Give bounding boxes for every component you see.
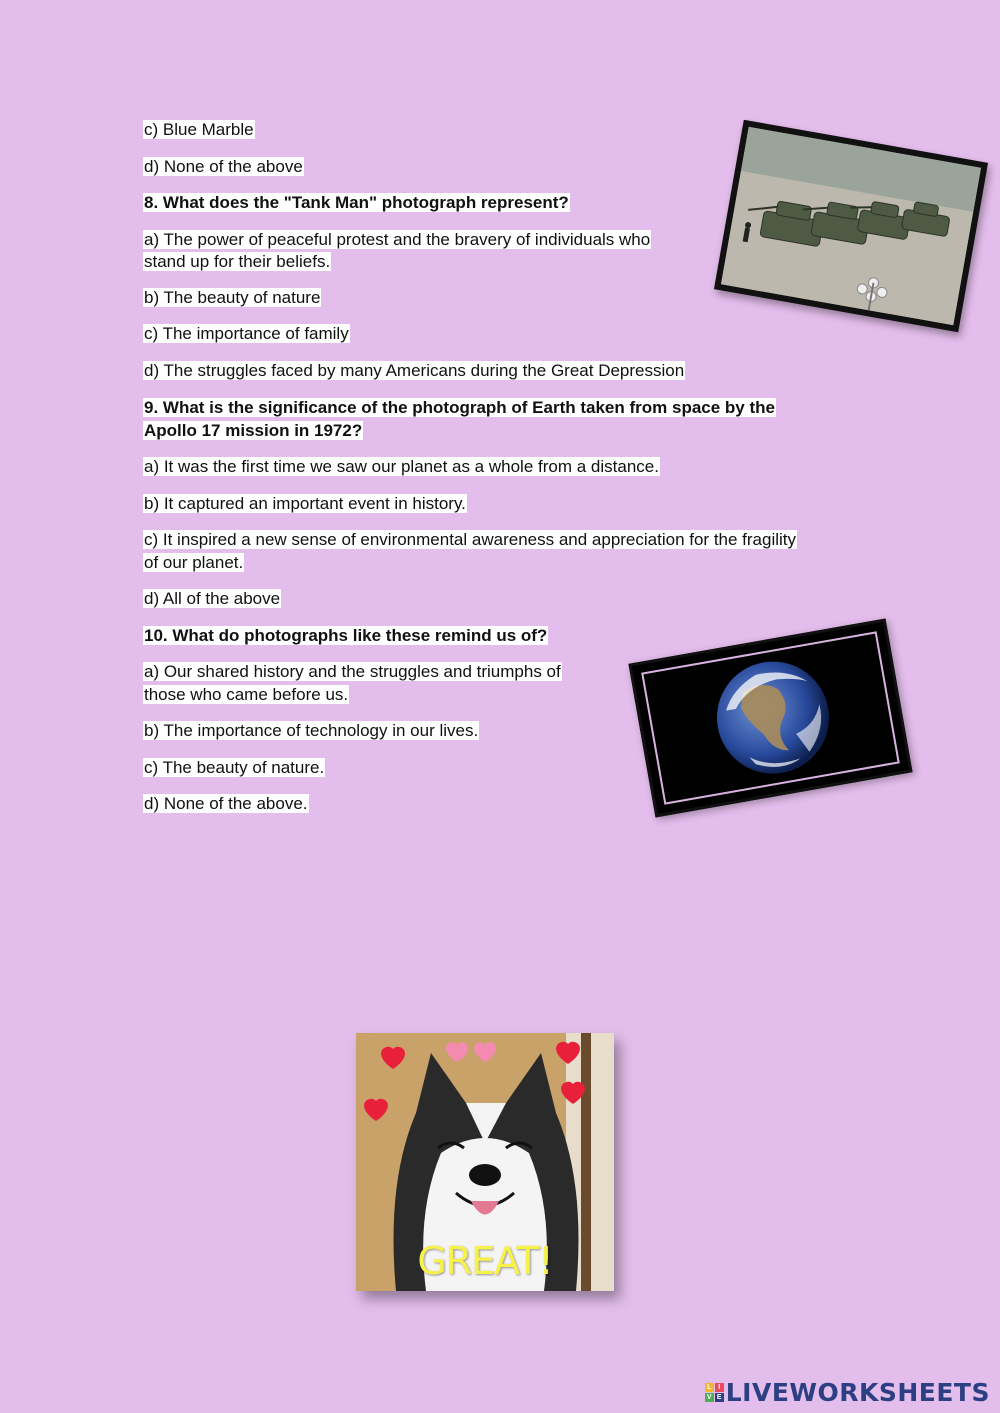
logo-mark-letter: L: [705, 1383, 714, 1392]
option-d-q10: d) None of the above.: [144, 794, 308, 813]
option-d-q7: d) None of the above: [144, 157, 303, 176]
option-d-q9: d) All of the above: [144, 589, 281, 608]
option-b-q9: b) It captured an important event in history.: [144, 494, 466, 513]
option-c-q9: c) It inspired a new sense of environmental awareness and appreciation for the fragility: [144, 530, 797, 549]
option-a-q9: a) It was the first time we saw our planet as a whole from a distance.: [144, 457, 659, 476]
question-8: 8. What does the "Tank Man" photograph represent?: [144, 193, 569, 212]
question-10: 10. What do photographs like these remind us of?: [144, 626, 548, 645]
tank-man-photo: [714, 120, 988, 332]
option-c-q7: c) Blue Marble: [144, 120, 254, 139]
logo-text: LIVEWORKSHEETS: [725, 1378, 990, 1407]
option-a-q10: a) Our shared history and the struggles and triumphs of: [144, 662, 561, 681]
great-caption: GREAT!: [417, 1239, 553, 1283]
option-c-q8: c) The importance of family: [144, 324, 349, 343]
option-a-q8-cont: stand up for their beliefs.: [144, 252, 331, 271]
logo-mark-letter: I: [715, 1383, 724, 1392]
logo-mark-icon: [705, 1383, 724, 1402]
option-b-q10: b) The importance of technology in our lives.: [144, 721, 479, 740]
question-9: 9. What is the significance of the photograph of Earth taken from space by the: [144, 398, 775, 417]
logo-mark-letter: V: [705, 1393, 714, 1402]
option-c-q10: c) The beauty of nature.: [144, 758, 325, 777]
option-a-q8: a) The power of peaceful protest and the bravery of individuals who: [144, 230, 651, 249]
earth-blue-marble-photo: [628, 619, 912, 818]
logo-mark-letter: E: [715, 1393, 724, 1402]
smiling-husky-photo: [356, 1033, 614, 1291]
option-d-q8: d) The struggles faced by many Americans during the Great Depression: [144, 361, 685, 380]
option-b-q8: b) The beauty of nature: [144, 288, 321, 307]
option-c-q9-cont: of our planet.: [144, 553, 244, 572]
option-a-q10-cont: those who came before us.: [144, 685, 349, 704]
question-9-cont: Apollo 17 mission in 1972?: [144, 421, 363, 440]
liveworksheets-logo: [705, 1378, 990, 1407]
